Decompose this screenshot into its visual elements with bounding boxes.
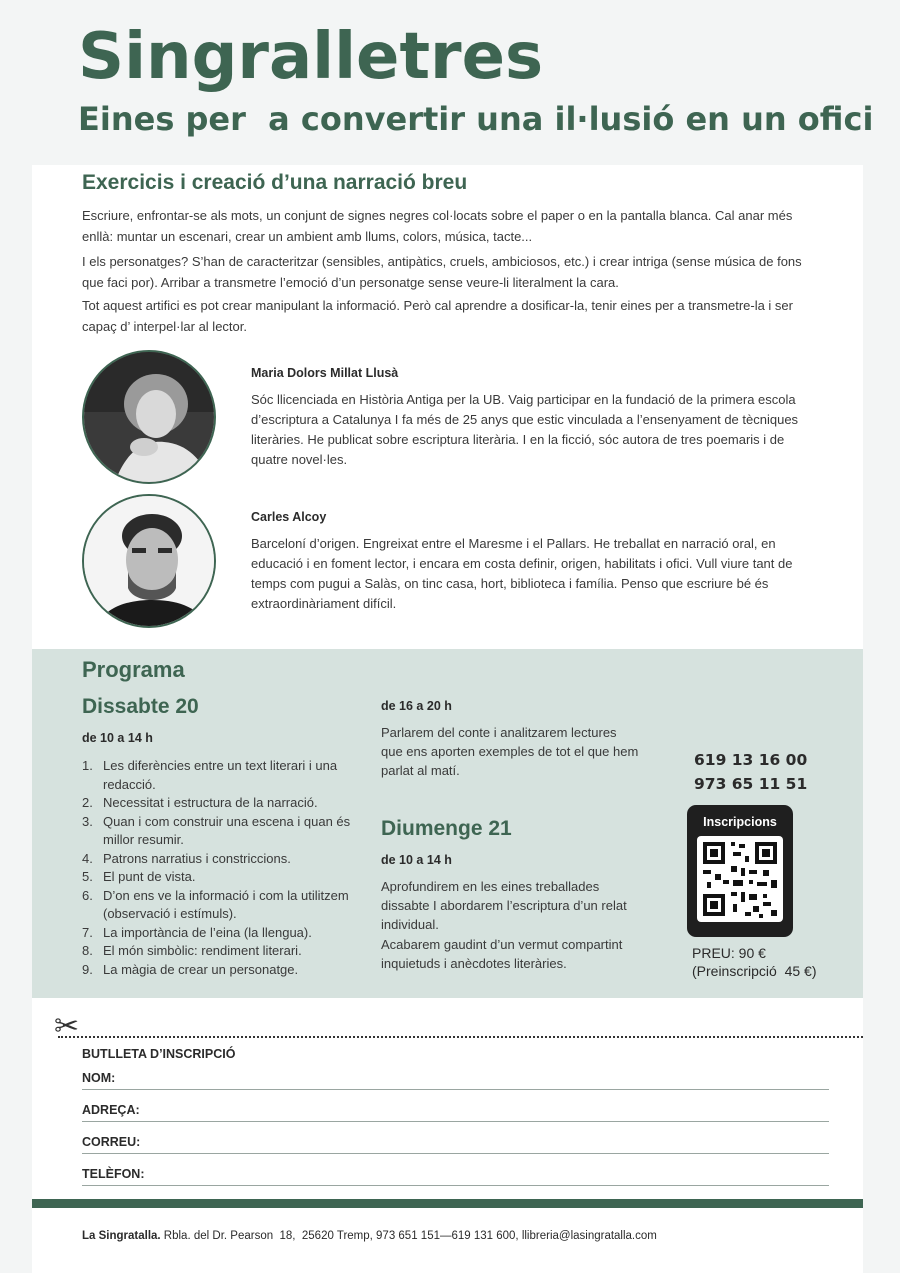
list-item: 9. La màgia de crear un personatge. (82, 961, 299, 977)
address-field[interactable]: ADREÇA: (82, 1098, 829, 1122)
intro-paragraph-2: I els personatges? S’han de caracteritzar (sensibles, antipàtics, cruels, ambiciosos, etc.) i crear intriga (sense música de fons que faci por). Arribar a transmetre l’emoció d’un personatge sense veure-li literalment la cara. (82, 254, 802, 290)
qr-label: Inscripcions (703, 815, 777, 829)
bio-name-maria-dolors: Maria Dolors Millat Llusà (251, 366, 399, 380)
saturday-afternoon-time: de 16 a 20 h (381, 699, 452, 713)
page-title: Singralletres (78, 20, 544, 94)
phone-1[interactable]: 619 13 16 00 (694, 751, 808, 769)
qr-code-icon[interactable] (697, 836, 783, 922)
page-subtitle: Eines per a convertir una il·lusió en un ofici (78, 100, 874, 138)
price: PREU: 90 € (692, 945, 766, 961)
list-item: 3. Quan i com construir una escena i quan és millor resumir. (82, 813, 351, 847)
saturday-title: Dissabte 20 (82, 695, 199, 718)
sunday-text-2: Acabarem gaudint d’un vermut compartint inquietuds i anècdotes literàries. (381, 937, 623, 971)
list-item: 4. Patrons narratius i constriccions. (82, 850, 291, 866)
registration-heading: BUTLLETA D’INSCRIPCIÓ (82, 1047, 236, 1061)
bio-text-carles-alcoy: Barceloní d’origen. Engreixat entre el Maresme i el Pallars. He treballat en narració oral, en educació i en foment lector, i encara em costa definir, origen, habilitats i ofici. Vull viure tant de temps com pugui a Salàs, on tinc casa, hort, biblioteca i família. Penso que escriure bé és extraordinàriament difícil. (251, 536, 793, 611)
intro-paragraph-3: Tot aquest artifici es pot crear manipulant la informació. Però cal aprendre a dosificar-la, tenir eines per a transmetre-la i ser capaç d’ interpel·lar al lector. (82, 298, 793, 334)
sunday-text-1: Aprofundirem en les eines treballades dissabte I abordarem l’escriptura d’un relat individual. (381, 879, 627, 932)
bio-text-maria-dolors: Sóc llicenciada en Història Antiga per la UB. Vaig participar en la fundació de la primera escola d’escriptura a Catalunya I fa més de 25 anys que estic vinculada a l’ensenyament de tècniques literàries. He publicat sobre escriptura literària. I en la ficció, sóc autora de tres poemaris i de quatre novel·les. (251, 392, 799, 467)
footer-contact (82, 1230, 657, 1242)
footer-brand: La Singratalla. (82, 1230, 161, 1242)
phone-2[interactable]: 973 65 11 51 (694, 775, 808, 793)
flyer-sheet (32, 165, 863, 1273)
saturday-afternoon-text: Parlarem del conte i analitzarem lectures que ens aporten exemples de tot el que hem parlat al matí. (381, 725, 639, 778)
page-header (0, 0, 900, 165)
saturday-morning-time: de 10 a 14 h (82, 731, 153, 745)
preinscription-price: (Preinscripció 45 €) (692, 963, 817, 979)
inscriptions-qr-card[interactable] (687, 805, 793, 937)
list-item: 1. Les diferències entre un text literari i una redacció. (82, 758, 338, 792)
name-field[interactable]: NOM: (82, 1066, 829, 1090)
avatar-carles-alcoy (82, 494, 216, 628)
scissors-icon: ✂ (54, 1009, 80, 1044)
footer-divider (32, 1199, 863, 1208)
list-item: 2. Necessitat i estructura de la narració. (82, 795, 318, 810)
program-heading: Programa (82, 657, 185, 682)
list-item: 8. El món simbòlic: rendiment literari. (82, 943, 302, 958)
sunday-title: Diumenge 21 (381, 817, 512, 840)
list-item: 6. D’on ens ve la informació i com la utilitzem (observació i estímuls). (82, 887, 349, 921)
email-field[interactable]: CORREU: (82, 1130, 829, 1154)
intro-paragraph-1: Escriure, enfrontar-se als mots, un conjunt de signes negres col·locats sobre el paper o en la pantalla blanca. Cal anar més enllà: muntar un escenari, crear un ambient amb llums, colors, música, tacte... (82, 208, 793, 244)
sunday-time: de 10 a 14 h (381, 853, 452, 867)
avatar-maria-dolors (82, 350, 216, 484)
intro-heading: Exercicis i creació d’una narració breu (82, 171, 468, 194)
list-item: 7. La importància de l’eina (la llengua). (82, 924, 312, 940)
phone-field[interactable]: TELÈFON: (82, 1162, 829, 1186)
saturday-topics-list (82, 757, 352, 979)
program-section (32, 649, 863, 998)
footer-address: Rbla. del Dr. Pearson 18, 25620 Tremp, 973 651 151—619 131 600, llibreria@lasingratalla.com (160, 1230, 657, 1242)
bio-name-carles-alcoy: Carles Alcoy (251, 510, 327, 524)
list-item: 5. El punt de vista. (82, 869, 196, 884)
cut-line (58, 1036, 863, 1038)
